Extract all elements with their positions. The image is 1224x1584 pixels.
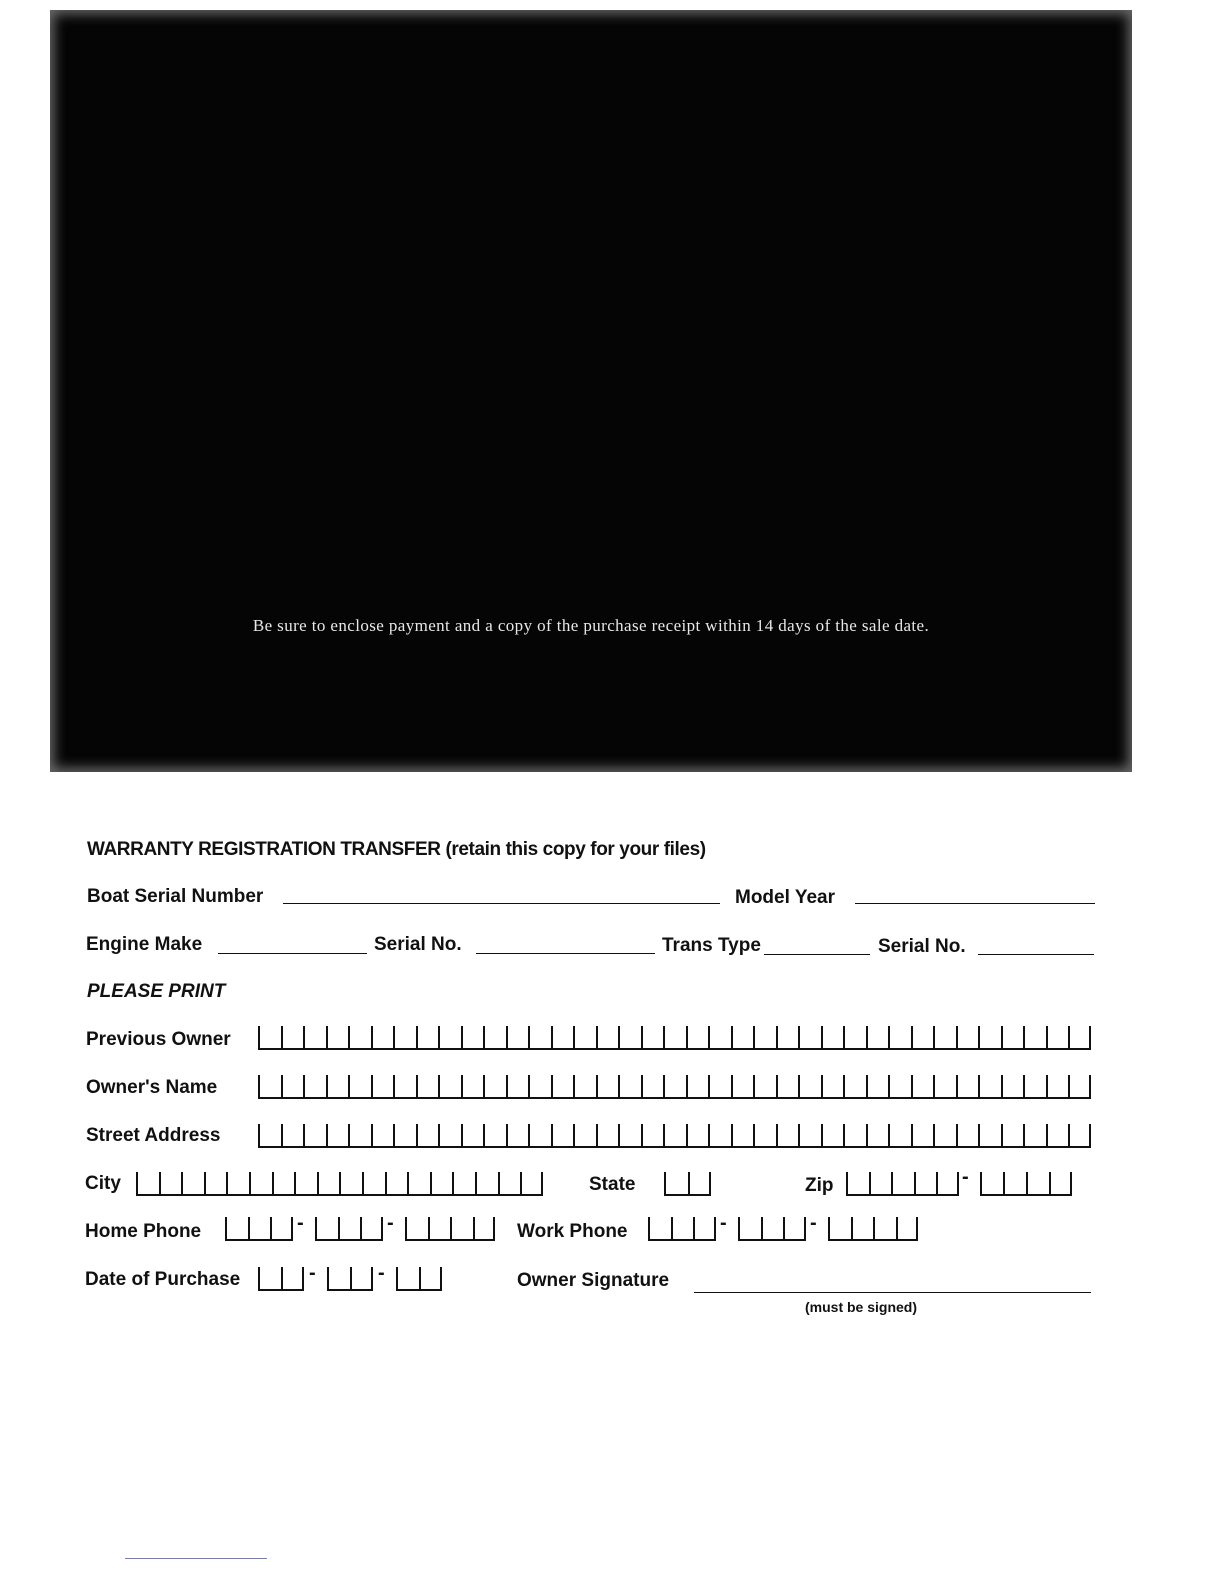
form-title: WARRANTY REGISTRATION TRANSFER (retain this copy for your files) (87, 839, 706, 860)
char-box[interactable] (573, 1124, 596, 1146)
work-phone-label: Work Phone (517, 1221, 628, 1242)
char-box[interactable] (686, 1026, 709, 1048)
char-box[interactable] (338, 1217, 361, 1239)
char-box[interactable] (452, 1172, 475, 1194)
char-box[interactable] (461, 1026, 484, 1048)
char-box[interactable] (483, 1026, 506, 1048)
char-box[interactable] (783, 1217, 806, 1239)
purchase-month-boxes[interactable] (258, 1267, 304, 1291)
char-box[interactable] (776, 1026, 799, 1048)
char-box[interactable] (438, 1075, 461, 1097)
home-phone-label: Home Phone (85, 1221, 202, 1242)
previous-owner-boxes[interactable] (258, 1026, 1091, 1050)
char-box[interactable] (671, 1217, 694, 1239)
please-print-note: PLEASE PRINT (87, 981, 226, 1002)
char-box[interactable] (1023, 1026, 1046, 1048)
home-phone-line-boxes[interactable] (405, 1217, 495, 1241)
owner-signature-label: Owner Signature (517, 1270, 670, 1291)
footer-rule (125, 1558, 267, 1559)
char-box[interactable] (798, 1075, 821, 1097)
char-box[interactable] (753, 1075, 776, 1097)
city-label: City (85, 1173, 121, 1194)
char-box[interactable] (596, 1075, 619, 1097)
owner-signature-field[interactable] (694, 1292, 1091, 1293)
char-box[interactable] (888, 1124, 911, 1146)
char-box[interactable] (258, 1075, 281, 1097)
char-box[interactable] (731, 1124, 754, 1146)
char-box[interactable] (664, 1172, 688, 1194)
work-phone-dash: - (810, 1212, 817, 1234)
boat-serial-field[interactable] (283, 903, 720, 904)
char-box[interactable] (294, 1172, 317, 1194)
char-box[interactable] (551, 1124, 574, 1146)
char-box[interactable] (663, 1026, 686, 1048)
char-box[interactable] (303, 1026, 326, 1048)
purchase-day-boxes[interactable] (327, 1267, 373, 1291)
char-box[interactable] (315, 1217, 338, 1239)
char-box[interactable] (385, 1172, 408, 1194)
char-box[interactable] (731, 1075, 754, 1097)
purchase-year-boxes[interactable] (396, 1267, 442, 1291)
boat-serial-label: Boat Serial Number (87, 886, 264, 907)
char-box[interactable] (618, 1124, 641, 1146)
notice-text: Be sure to enclose payment and a copy of the purchase receipt within 14 days of the sale date. (252, 616, 930, 635)
char-box[interactable] (978, 1075, 1001, 1097)
char-box[interactable] (405, 1217, 428, 1239)
char-box[interactable] (1026, 1172, 1049, 1194)
char-box[interactable] (528, 1075, 551, 1097)
char-box[interactable] (393, 1075, 416, 1097)
char-box[interactable] (896, 1217, 919, 1239)
char-box[interactable] (933, 1026, 956, 1048)
char-box[interactable] (136, 1172, 159, 1194)
work-phone-dash: - (720, 1212, 727, 1234)
char-box[interactable] (303, 1075, 326, 1097)
char-box[interactable] (1046, 1075, 1069, 1097)
char-box[interactable] (371, 1026, 394, 1048)
char-box[interactable] (1046, 1124, 1069, 1146)
char-box[interactable] (686, 1124, 709, 1146)
char-box[interactable] (776, 1075, 799, 1097)
char-box[interactable] (798, 1124, 821, 1146)
char-box[interactable] (821, 1026, 844, 1048)
char-box[interactable] (821, 1075, 844, 1097)
char-box[interactable] (416, 1124, 439, 1146)
char-box[interactable] (753, 1124, 776, 1146)
char-box[interactable] (663, 1124, 686, 1146)
char-box[interactable] (978, 1124, 1001, 1146)
trans-type-field[interactable] (764, 954, 870, 955)
char-box[interactable] (350, 1267, 373, 1289)
char-box[interactable] (1068, 1026, 1091, 1048)
char-box[interactable] (159, 1172, 182, 1194)
char-box[interactable] (956, 1124, 979, 1146)
char-box[interactable] (843, 1124, 866, 1146)
char-box[interactable] (204, 1172, 227, 1194)
char-box[interactable] (438, 1026, 461, 1048)
char-box[interactable] (866, 1124, 889, 1146)
char-box[interactable] (249, 1172, 272, 1194)
char-box[interactable] (1023, 1075, 1046, 1097)
char-box[interactable] (362, 1172, 385, 1194)
char-box[interactable] (416, 1026, 439, 1048)
model-year-field[interactable] (855, 903, 1095, 904)
model-year-label: Model Year (735, 887, 835, 908)
street-address-label: Street Address (86, 1125, 221, 1146)
engine-make-label: Engine Make (86, 934, 203, 955)
char-box[interactable] (258, 1124, 281, 1146)
char-box[interactable] (596, 1124, 619, 1146)
char-box[interactable] (708, 1075, 731, 1097)
char-box[interactable] (1001, 1026, 1024, 1048)
engine-make-field[interactable] (218, 953, 367, 954)
char-box[interactable] (281, 1075, 304, 1097)
home-phone-dash: - (387, 1212, 394, 1234)
char-box[interactable] (520, 1172, 543, 1194)
char-box[interactable] (866, 1075, 889, 1097)
char-box[interactable] (618, 1075, 641, 1097)
char-box[interactable] (978, 1026, 1001, 1048)
home-phone-dash: - (297, 1212, 304, 1234)
char-box[interactable] (348, 1075, 371, 1097)
char-box[interactable] (891, 1172, 914, 1194)
zip-extension-boxes[interactable] (980, 1172, 1072, 1196)
char-box[interactable] (843, 1026, 866, 1048)
char-box[interactable] (327, 1267, 350, 1289)
char-box[interactable] (828, 1217, 851, 1239)
state-boxes[interactable] (664, 1172, 711, 1196)
char-box[interactable] (430, 1172, 453, 1194)
char-box[interactable] (428, 1217, 451, 1239)
work-phone-area-boxes[interactable] (648, 1217, 716, 1241)
char-box[interactable] (869, 1172, 892, 1194)
char-box[interactable] (1023, 1124, 1046, 1146)
char-box[interactable] (821, 1124, 844, 1146)
char-box[interactable] (393, 1026, 416, 1048)
char-box[interactable] (396, 1267, 419, 1289)
char-box[interactable] (688, 1172, 712, 1194)
char-box[interactable] (483, 1124, 506, 1146)
char-box[interactable] (911, 1075, 934, 1097)
zip-boxes[interactable] (846, 1172, 959, 1196)
char-box[interactable] (1049, 1172, 1072, 1194)
char-box[interactable] (473, 1217, 496, 1239)
char-box[interactable] (798, 1026, 821, 1048)
char-box[interactable] (846, 1172, 869, 1194)
engine-serial-label: Serial No. (374, 934, 462, 955)
street-address-boxes[interactable] (258, 1124, 1091, 1148)
purchase-date-dash: - (378, 1262, 385, 1284)
char-box[interactable] (648, 1217, 671, 1239)
char-box[interactable] (888, 1075, 911, 1097)
char-box[interactable] (281, 1124, 304, 1146)
char-box[interactable] (911, 1026, 934, 1048)
char-box[interactable] (1068, 1075, 1091, 1097)
char-box[interactable] (1046, 1026, 1069, 1048)
engine-serial-field[interactable] (476, 953, 655, 954)
char-box[interactable] (933, 1124, 956, 1146)
purchase-date-dash: - (309, 1262, 316, 1284)
char-box[interactable] (693, 1217, 716, 1239)
trans-serial-label: Serial No. (878, 936, 966, 957)
home-phone-area-boxes[interactable] (225, 1217, 293, 1241)
char-box[interactable] (475, 1172, 498, 1194)
char-box[interactable] (1001, 1124, 1024, 1146)
char-box[interactable] (776, 1124, 799, 1146)
city-boxes[interactable] (136, 1172, 543, 1196)
char-box[interactable] (226, 1172, 249, 1194)
char-box[interactable] (731, 1026, 754, 1048)
char-box[interactable] (1068, 1124, 1091, 1146)
owners-name-label: Owner's Name (86, 1077, 218, 1098)
char-box[interactable] (326, 1026, 349, 1048)
char-box[interactable] (348, 1124, 371, 1146)
trans-serial-field[interactable] (978, 954, 1094, 955)
char-box[interactable] (303, 1124, 326, 1146)
char-box[interactable] (438, 1124, 461, 1146)
char-box[interactable] (407, 1172, 430, 1194)
work-phone-prefix-boxes[interactable] (738, 1217, 806, 1241)
char-box[interactable] (371, 1075, 394, 1097)
char-box[interactable] (573, 1026, 596, 1048)
char-box[interactable] (326, 1124, 349, 1146)
char-box[interactable] (281, 1267, 304, 1289)
char-box[interactable] (348, 1026, 371, 1048)
char-box[interactable] (708, 1026, 731, 1048)
char-box[interactable] (270, 1217, 293, 1239)
char-box[interactable] (248, 1217, 271, 1239)
char-box[interactable] (498, 1172, 521, 1194)
char-box[interactable] (641, 1075, 664, 1097)
char-box[interactable] (573, 1075, 596, 1097)
char-box[interactable] (641, 1124, 664, 1146)
char-box[interactable] (596, 1026, 619, 1048)
char-box[interactable] (980, 1172, 1003, 1194)
trans-type-label: Trans Type (662, 935, 761, 956)
char-box[interactable] (663, 1075, 686, 1097)
char-box[interactable] (506, 1124, 529, 1146)
char-box[interactable] (936, 1172, 959, 1194)
char-box[interactable] (360, 1217, 383, 1239)
zip-dash: - (962, 1166, 969, 1188)
char-box[interactable] (618, 1026, 641, 1048)
char-box[interactable] (528, 1026, 551, 1048)
owners-name-boxes[interactable] (258, 1075, 1091, 1099)
char-box[interactable] (419, 1267, 442, 1289)
char-box[interactable] (1003, 1172, 1026, 1194)
char-box[interactable] (851, 1217, 874, 1239)
char-box[interactable] (393, 1124, 416, 1146)
char-box[interactable] (528, 1124, 551, 1146)
state-label: State (589, 1174, 636, 1195)
char-box[interactable] (956, 1075, 979, 1097)
char-box[interactable] (506, 1026, 529, 1048)
must-be-signed-note: (must be signed) (805, 1299, 918, 1315)
char-box[interactable] (843, 1075, 866, 1097)
char-box[interactable] (461, 1075, 484, 1097)
char-box[interactable] (551, 1075, 574, 1097)
char-box[interactable] (371, 1124, 394, 1146)
date-of-purchase-label: Date of Purchase (85, 1269, 241, 1290)
char-box[interactable] (326, 1075, 349, 1097)
char-box[interactable] (416, 1075, 439, 1097)
char-box[interactable] (551, 1026, 574, 1048)
char-box[interactable] (753, 1026, 776, 1048)
work-phone-line-boxes[interactable] (828, 1217, 918, 1241)
char-box[interactable] (258, 1026, 281, 1048)
previous-owner-label: Previous Owner (86, 1029, 231, 1050)
char-box[interactable] (181, 1172, 204, 1194)
char-box[interactable] (888, 1026, 911, 1048)
char-box[interactable] (641, 1026, 664, 1048)
char-box[interactable] (258, 1267, 281, 1289)
char-box[interactable] (483, 1075, 506, 1097)
char-box[interactable] (708, 1124, 731, 1146)
char-box[interactable] (911, 1124, 934, 1146)
char-box[interactable] (1001, 1075, 1024, 1097)
home-phone-prefix-boxes[interactable] (315, 1217, 383, 1241)
char-box[interactable] (272, 1172, 295, 1194)
char-box[interactable] (339, 1172, 362, 1194)
char-box[interactable] (461, 1124, 484, 1146)
char-box[interactable] (686, 1075, 709, 1097)
char-box[interactable] (956, 1026, 979, 1048)
char-box[interactable] (933, 1075, 956, 1097)
char-box[interactable] (281, 1026, 304, 1048)
char-box[interactable] (873, 1217, 896, 1239)
char-box[interactable] (317, 1172, 340, 1194)
char-box[interactable] (866, 1026, 889, 1048)
char-box[interactable] (225, 1217, 248, 1239)
char-box[interactable] (914, 1172, 937, 1194)
char-box[interactable] (738, 1217, 761, 1239)
char-box[interactable] (450, 1217, 473, 1239)
char-box[interactable] (506, 1075, 529, 1097)
zip-label: Zip (805, 1175, 834, 1196)
char-box[interactable] (761, 1217, 784, 1239)
